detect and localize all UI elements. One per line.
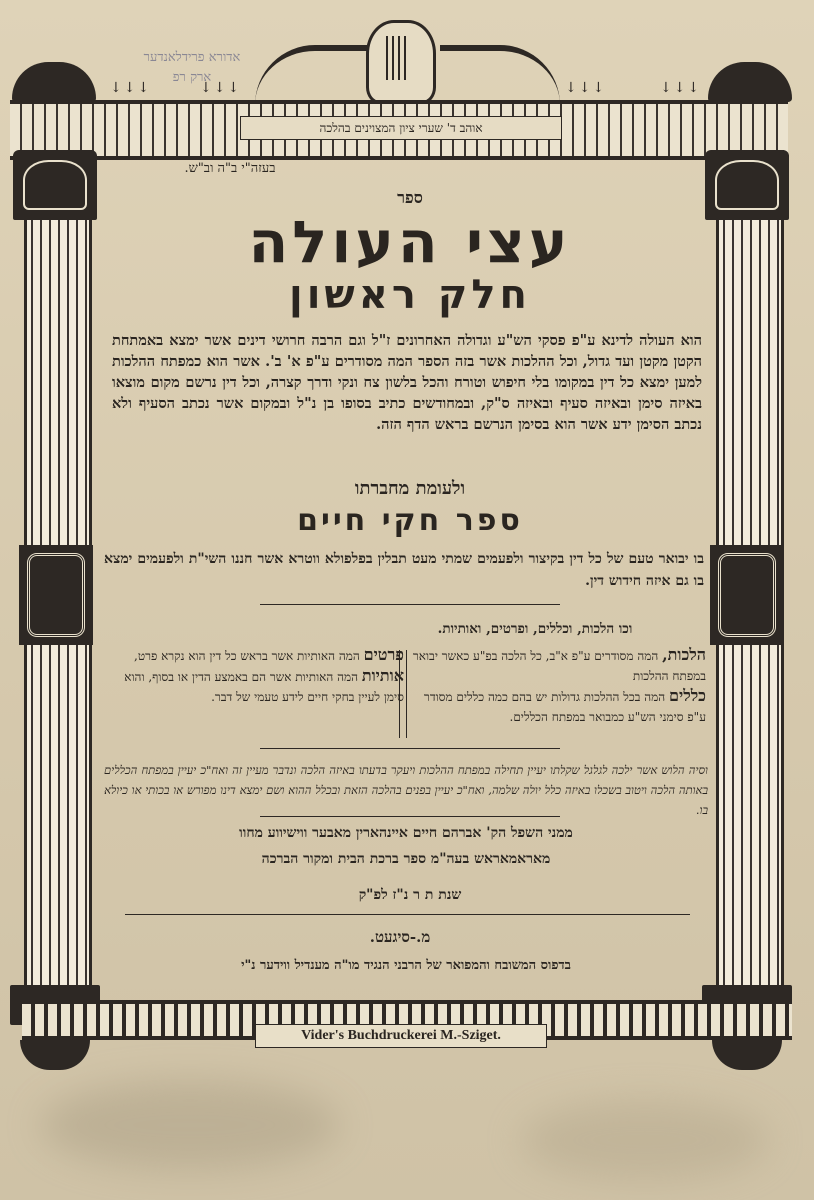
divider [260, 604, 560, 605]
arrow-ornaments: ↓↓↓ [110, 80, 152, 96]
printer-imprint: Vider's Buchdruckerei M.-Sziget. [255, 1024, 547, 1048]
publication-place: מ.-סיגעט. [369, 928, 431, 946]
column-ornament-panel [710, 545, 784, 645]
intro-paragraph: הוא העולה לדינא ע"פ פסקי הש"ע וגדולה האחרונים ז"ל וגם הרבה חרושי דינים אשר ימצא באמתחת הקטן מקטן ועד גדול, וכל ההלכות אשר בזה הספר המה מסודרים ע"פ א' ב'. אשר הוא כמפתח ההלכות למען ימצא כל דין במקומו בלי חיפוש וטורח והכל בלשון צח ונקי ודרך קצרה, וכל דין נרשם מקום מוצאו באיזה סימן ובאיזה סעיף ובאיזה ס"ק, ובמחודשים כתיב בסופו בן נ"ל ובמקום אשר נכתב הסעיף ולא נכתב הסימן ידע אשר הוא בסימן הנרשם בראש הדף הזה. [112, 332, 702, 433]
term-klalim: כללים [669, 686, 706, 705]
ornamental-rule [125, 914, 690, 915]
printer-line: בדפוס המשובח והמפואר של הרבני הנגיד מו"ה מענדיל ווידער נ"י [241, 958, 571, 973]
sub-heading: ולעומת מחברתו [354, 478, 466, 499]
header-blessing: בעזה"י ב"ה וב"ש. [184, 161, 276, 176]
arrow-ornaments: ↓↓↓ [565, 80, 607, 96]
paper-stain [520, 1100, 770, 1180]
part-title: חלק ראשון [288, 272, 532, 318]
description-paragraph: בו יבואר טעם של כל דין בקיצור ולפעמים שמתי מעט תבלין בפלפולא ווטרא אשר חננו השי"ת ולפעמים ימצא בו גם איזה חידוש דין. [104, 551, 704, 589]
sefer-label: ספר [397, 188, 423, 207]
author-line: ממני השפל הק' אברהם חיים איינהארין מאבער ווישיווע מחוו [239, 825, 573, 841]
definition-text: המה האותיות אשר בראש כל דין הוא נקרא פרט, [134, 649, 360, 663]
definition-text: המה בכל ההלכות גדולות יש בהם כמה כללים מסודר ע"פ סימני הש"ע כמבואר במפתח הכללים. [423, 690, 706, 724]
sub-title: ספר חקי חיים [297, 503, 523, 538]
usage-note: וסיה הלוש אשר ילכה לגלגל שקלתו יעיין תחילה במפתח ההלכות ויעקר בדעתו באיזה הלכה ונדבר מעיין זה ואח"כ יעיין במפתח הכללים באותה הלכה ויטוב בשכלו באיזה כלל יולה שלמה, ואח"כ יעיין בפנים בהלכה הזאת ובכלל ההוא ושם ימצא דינו מפורש או בכותי או כיולא בו. [104, 763, 708, 817]
column-ornament-panel [19, 545, 93, 645]
arrow-ornaments: ↓↓↓ [660, 80, 702, 96]
term-otiyot: אותיות [361, 666, 404, 685]
ownership-stamp: אדורא פרידלאנדער ארק רפ [143, 50, 241, 85]
divider [260, 748, 560, 749]
arrow-ornaments: ↓↓↓ [200, 80, 242, 96]
paper-stain [40, 1080, 340, 1170]
term-pratim: פרטים [363, 645, 404, 664]
definition-text: המה האותיות אשר הם באמצע הדין או בסוף, והוא סימן לעיין בחקי חיים לידע טעמי של דבר. [124, 670, 404, 704]
column-capital [705, 150, 789, 220]
column-capital [13, 150, 97, 220]
publication-year: שנת ת ר נ"ז לפ"ק [358, 887, 462, 903]
top-banner-text: אוהב ד' שערי ציון המצוינים בהלכה [240, 116, 562, 140]
top-frieze [10, 100, 788, 160]
definition-text: המה מסודרים ע"פ א"ב, כל הלכה בפ"ע כאשר יבואר במפתח ההלכות [412, 649, 706, 683]
right-definitions [406, 645, 706, 727]
term-halachot: הלכות, [662, 645, 706, 664]
left-definitions [104, 645, 404, 707]
divider [260, 816, 560, 817]
page-title: עצי העולה [248, 208, 572, 276]
author-line-2: מאראמאראש בעה"מ ספר ברכת הבית ומקור הברכה [261, 851, 551, 867]
lyre-strings [386, 36, 410, 80]
contents-rubric: וכו הלכות, וכללים, ופרטים, ואותיות. [437, 621, 633, 637]
